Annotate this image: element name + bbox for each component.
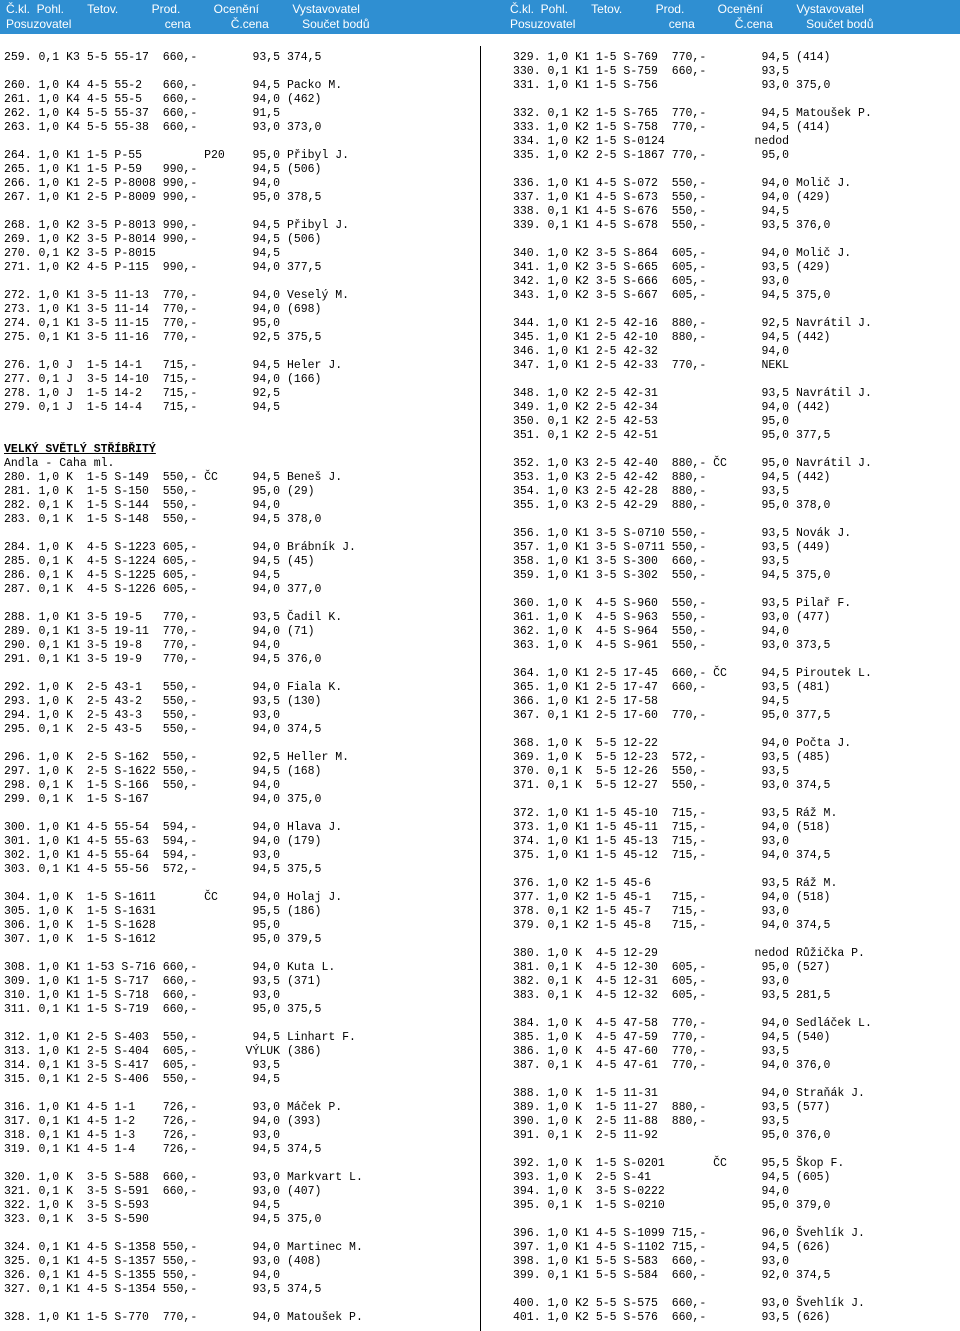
result-line: 308. 1,0 K1 1-53 S-716 660,- 94,0 Kuta L. (4, 961, 336, 974)
result-line: 373. 1,0 K1 1-5 45-11 715,- 94,0 (518) (513, 821, 831, 834)
result-line: 346. 1,0 K1 2-5 42-32 94,0 (513, 345, 790, 358)
result-line: 287. 0,1 K 4-5 S-1226 605,- 94,0 377,0 (4, 583, 322, 596)
result-line: 263. 1,0 K4 5-5 55-38 660,- 93,0 373,0 (4, 121, 322, 134)
result-line: 394. 1,0 K 3-5 S-0222 94,0 (513, 1185, 790, 1198)
result-line: 379. 0,1 K2 1-5 45-8 715,- 94,0 374,5 (513, 919, 831, 932)
result-line: 386. 1,0 K 4-5 47-60 770,- 93,5 (513, 1045, 790, 1058)
result-line: 383. 0,1 K 4-5 12-32 605,- 93,5 281,5 (513, 989, 831, 1002)
result-line: 348. 1,0 K2 2-5 42-31 93,5 Navrátil J. (513, 387, 872, 400)
result-line: 331. 1,0 K1 1-5 S-756 93,0 375,0 (513, 79, 831, 92)
result-line: 341. 1,0 K2 3-5 S-665 605,- 93,5 (429) (513, 261, 831, 274)
left-header-line-2: Posuzovatel cena Č.cena Součet bodů (6, 17, 370, 31)
result-line: 396. 1,0 K1 4-5 S-1099 715,- 96,0 Švehlík J. (513, 1227, 865, 1240)
result-line: 342. 1,0 K2 3-5 S-666 605,- 93,0 (513, 275, 790, 288)
result-line: 337. 1,0 K1 4-5 S-673 550,- 94,0 (429) (513, 191, 831, 204)
result-line: 343. 1,0 K2 3-5 S-667 605,- 94,5 375,0 (513, 289, 831, 302)
result-line: 395. 0,1 K 1-5 S-0210 95,0 379,0 (513, 1199, 831, 1212)
result-line: 352. 1,0 K3 2-5 42-40 880,- ČC 95,0 Navrátil J. (513, 457, 872, 470)
result-line: 277. 0,1 J 3-5 14-10 715,- 94,0 (166) (4, 373, 322, 386)
result-line: 382. 0,1 K 4-5 12-31 605,- 93,0 (513, 975, 790, 988)
result-line: 265. 1,0 K1 1-5 P-59 990,- 94,5 (506) (4, 163, 322, 176)
result-line: 285. 0,1 K 4-5 S-1224 605,- 94,5 (45) (4, 555, 315, 568)
result-line: 318. 0,1 K1 4-5 1-3 726,- 93,0 (4, 1129, 281, 1142)
left-header-line-1: Č.kl. Pohl. Tetov. Prod. Ocenění Vystavovatel (6, 2, 360, 16)
result-line: 283. 0,1 K 1-5 S-148 550,- 94,5 378,0 (4, 513, 322, 526)
result-line: 380. 1,0 K 4-5 12-29 nedod Růžička P. (513, 947, 865, 960)
left-results-column (4, 51, 363, 1325)
result-line: 311. 0,1 K1 1-5 S-719 660,- 95,0 375,5 (4, 1003, 322, 1016)
right-header-line-2: Posuzovatel cena Č.cena Součet bodů (510, 17, 874, 31)
right-results-column (513, 51, 872, 1325)
result-line: 354. 1,0 K3 2-5 42-28 880,- 93,5 (513, 485, 790, 498)
result-line: 365. 1,0 K1 2-5 17-47 660,- 93,5 (481) (513, 681, 831, 694)
result-line: 385. 1,0 K 4-5 47-59 770,- 94,5 (540) (513, 1031, 831, 1044)
result-line: 401. 1,0 K2 5-5 S-576 660,- 93,5 (626) (513, 1311, 831, 1324)
result-line: 299. 0,1 K 1-5 S-167 94,0 375,0 (4, 793, 322, 806)
result-line: 338. 0,1 K1 4-5 S-676 550,- 94,5 (513, 205, 790, 218)
result-line: 273. 1,0 K1 3-5 11-14 770,- 94,0 (698) (4, 303, 322, 316)
result-line: 296. 1,0 K 2-5 S-162 550,- 92,5 Heller M. (4, 751, 350, 764)
result-line: 356. 1,0 K1 3-5 S-0710 550,- 93,5 Novák J. (513, 527, 852, 540)
result-line: 361. 1,0 K 4-5 S-963 550,- 93,0 (477) (513, 611, 831, 624)
section-heading: VELKÝ SVĚTLÝ STŘÍBŘITÝ (4, 443, 156, 456)
result-line: 303. 0,1 K1 4-5 55-56 572,- 94,5 375,5 (4, 863, 322, 876)
result-line: 297. 1,0 K 2-5 S-1622 550,- 94,5 (168) (4, 765, 322, 778)
result-line: 317. 0,1 K1 4-5 1-2 726,- 94,0 (393) (4, 1115, 322, 1128)
result-line: 384. 1,0 K 4-5 47-58 770,- 94,0 Sedláček L. (513, 1017, 872, 1030)
result-line: 328. 1,0 K1 1-5 S-770 770,- 94,0 Matoušek P. (4, 1311, 363, 1324)
result-line: 286. 0,1 K 4-5 S-1225 605,- 94,5 (4, 569, 281, 582)
result-line: 388. 1,0 K 1-5 11-31 94,0 Straňák J. (513, 1087, 865, 1100)
result-line: 260. 1,0 K4 4-5 55-2 660,- 94,5 Packo M. (4, 79, 343, 92)
result-line: 301. 1,0 K1 4-5 55-63 594,- 94,0 (179) (4, 835, 322, 848)
result-line: 259. 0,1 K3 5-5 55-17 660,- 93,5 374,5 (4, 51, 322, 64)
result-line: 281. 1,0 K 1-5 S-150 550,- 95,0 (29) (4, 485, 315, 498)
result-line: 349. 1,0 K2 2-5 42-34 94,0 (442) (513, 401, 831, 414)
result-line: 351. 0,1 K2 2-5 42-51 95,0 377,5 (513, 429, 831, 442)
result-line: 268. 1,0 K2 3-5 P-8013 990,- 94,5 Přibyl J. (4, 219, 350, 232)
result-line: 336. 1,0 K1 4-5 S-072 550,- 94,0 Molič J. (513, 177, 852, 190)
right-column-headers (510, 2, 874, 32)
result-line: 329. 1,0 K1 1-5 S-769 770,- 94,5 (414) (513, 51, 831, 64)
result-line: 334. 1,0 K2 1-5 S-0124 nedod (513, 135, 790, 148)
result-line: 371. 0,1 K 5-5 12-27 550,- 93,0 374,5 (513, 779, 831, 792)
result-line: 399. 0,1 K1 5-5 S-584 660,- 92,0 374,5 (513, 1269, 831, 1282)
result-line: 326. 0,1 K1 4-5 S-1355 550,- 94,0 (4, 1269, 281, 1282)
result-line: 320. 1,0 K 3-5 S-588 660,- 93,0 Markvart L. (4, 1171, 363, 1184)
result-line: 300. 1,0 K1 4-5 55-54 594,- 94,0 Hlava J. (4, 821, 343, 834)
result-line: 322. 1,0 K 3-5 S-593 94,5 (4, 1199, 281, 1212)
result-line: 327. 0,1 K1 4-5 S-1354 550,- 93,5 374,5 (4, 1283, 322, 1296)
result-line: 398. 1,0 K1 5-5 S-583 660,- 93,0 (513, 1255, 790, 1268)
result-line: 376. 1,0 K2 1-5 45-6 93,5 Ráž M. (513, 877, 838, 890)
column-header-bar (0, 0, 960, 34)
result-line: 366. 1,0 K1 2-5 17-58 94,5 (513, 695, 790, 708)
result-line: 387. 0,1 K 4-5 47-61 770,- 94,0 376,0 (513, 1059, 831, 1072)
result-line: 357. 1,0 K1 3-5 S-0711 550,- 93,5 (449) (513, 541, 831, 554)
result-line: 397. 1,0 K1 4-5 S-1102 715,- 94,5 (626) (513, 1241, 831, 1254)
result-line: 339. 0,1 K1 4-5 S-678 550,- 93,5 376,0 (513, 219, 831, 232)
result-line: 381. 0,1 K 4-5 12-30 605,- 95,0 (527) (513, 961, 831, 974)
result-line: 347. 1,0 K1 2-5 42-33 770,- NEKL (513, 359, 790, 372)
result-line: 345. 1,0 K1 2-5 42-10 880,- 94,5 (442) (513, 331, 831, 344)
result-line: 262. 1,0 K4 5-5 55-37 660,- 91,5 (4, 107, 281, 120)
result-line: 282. 0,1 K 1-5 S-144 550,- 94,0 (4, 499, 281, 512)
result-line: 358. 1,0 K1 3-5 S-300 660,- 93,5 (513, 555, 790, 568)
result-line: 374. 1,0 K1 1-5 45-13 715,- 93,0 (513, 835, 790, 848)
result-line: 293. 1,0 K 2-5 43-2 550,- 93,5 (130) (4, 695, 322, 708)
result-line: 325. 0,1 K1 4-5 S-1357 550,- 93,0 (408) (4, 1255, 322, 1268)
result-line: 272. 1,0 K1 3-5 11-13 770,- 94,0 Veselý M. (4, 289, 350, 302)
result-line: 319. 0,1 K1 4-5 1-4 726,- 94,5 374,5 (4, 1143, 322, 1156)
result-line: 279. 0,1 J 1-5 14-4 715,- 94,5 (4, 401, 281, 414)
result-line: 302. 1,0 K1 4-5 55-64 594,- 93,0 (4, 849, 281, 862)
result-line: 276. 1,0 J 1-5 14-1 715,- 94,5 Heler J. (4, 359, 343, 372)
result-line: 275. 0,1 K1 3-5 11-16 770,- 92,5 375,5 (4, 331, 322, 344)
result-line: 304. 1,0 K 1-5 S-1611 ČC 94,0 Holaj J. (4, 891, 343, 904)
result-line: 298. 0,1 K 1-5 S-166 550,- 94,0 (4, 779, 281, 792)
result-line: 340. 1,0 K2 3-5 S-864 605,- 94,0 Molič J. (513, 247, 852, 260)
result-line: 321. 0,1 K 3-5 S-591 660,- 93,0 (407) (4, 1185, 322, 1198)
result-line: 314. 0,1 K1 3-5 S-417 605,- 93,5 (4, 1059, 281, 1072)
result-line: 291. 0,1 K1 3-5 19-9 770,- 94,5 376,0 (4, 653, 322, 666)
result-line: 368. 1,0 K 5-5 12-22 94,0 Počta J. (513, 737, 852, 750)
result-line: 355. 1,0 K3 2-5 42-29 880,- 95,0 378,0 (513, 499, 831, 512)
result-line: 289. 0,1 K1 3-5 19-11 770,- 94,0 (71) (4, 625, 315, 638)
left-column-headers (6, 2, 370, 32)
result-line: 378. 0,1 K2 1-5 45-7 715,- 93,0 (513, 905, 790, 918)
result-line: 315. 0,1 K1 2-5 S-406 550,- 94,5 (4, 1073, 281, 1086)
result-line: 295. 0,1 K 2-5 43-5 550,- 94,0 374,5 (4, 723, 322, 736)
result-line: 390. 1,0 K 2-5 11-88 880,- 93,5 (513, 1115, 790, 1128)
result-line: 350. 0,1 K2 2-5 42-53 95,0 (513, 415, 790, 428)
result-line: 359. 1,0 K1 3-5 S-302 550,- 94,5 375,0 (513, 569, 831, 582)
result-line: 367. 0,1 K1 2-5 17-60 770,- 95,0 377,5 (513, 709, 831, 722)
result-line: 389. 1,0 K 1-5 11-27 880,- 93,5 (577) (513, 1101, 831, 1114)
result-line: 369. 1,0 K 5-5 12-23 572,- 93,5 (485) (513, 751, 831, 764)
right-header-line-1: Č.kl. Pohl. Tetov. Prod. Ocenění Vystavovatel (510, 2, 864, 16)
result-line: 271. 1,0 K2 4-5 P-115 990,- 94,0 377,5 (4, 261, 322, 274)
result-line: 312. 1,0 K1 2-5 S-403 550,- 94,5 Linhart F. (4, 1031, 356, 1044)
result-line: 269. 1,0 K2 3-5 P-8014 990,- 94,5 (506) (4, 233, 322, 246)
result-line: 267. 1,0 K1 2-5 P-8009 990,- 95,0 378,5 (4, 191, 322, 204)
result-line: 377. 1,0 K2 1-5 45-1 715,- 94,0 (518) (513, 891, 831, 904)
result-line: 284. 1,0 K 4-5 S-1223 605,- 94,0 Brábník J. (4, 541, 356, 554)
result-line: 375. 1,0 K1 1-5 45-12 715,- 94,0 374,5 (513, 849, 831, 862)
result-line: 307. 1,0 K 1-5 S-1612 95,0 379,5 (4, 933, 322, 946)
result-line: 360. 1,0 K 4-5 S-960 550,- 93,5 Pilař F. (513, 597, 852, 610)
result-line: 270. 0,1 K2 3-5 P-8015 94,5 (4, 247, 281, 260)
result-line: 393. 1,0 K 2-5 S-41 94,5 (605) (513, 1171, 831, 1184)
result-line: 316. 1,0 K1 4-5 1-1 726,- 93,0 Máček P. (4, 1101, 343, 1114)
column-divider (480, 46, 481, 1331)
result-line: 363. 1,0 K 4-5 S-961 550,- 93,0 373,5 (513, 639, 831, 652)
result-line: 353. 1,0 K3 2-5 42-42 880,- 94,5 (442) (513, 471, 831, 484)
result-line: 306. 1,0 K 1-5 S-1628 95,0 (4, 919, 281, 932)
result-line: 370. 0,1 K 5-5 12-26 550,- 93,5 (513, 765, 790, 778)
result-line: 264. 1,0 K1 1-5 P-55 P20 95,0 Přibyl J. (4, 149, 350, 162)
result-line: 400. 1,0 K2 5-5 S-575 660,- 93,0 Švehlík J. (513, 1297, 865, 1310)
result-line: 288. 1,0 K1 3-5 19-5 770,- 93,5 Čadil K. (4, 611, 343, 624)
result-line: 324. 0,1 K1 4-5 S-1358 550,- 94,0 Martinec M. (4, 1241, 363, 1254)
result-line: 313. 1,0 K1 2-5 S-404 605,- VÝLUK (386) (4, 1045, 322, 1058)
result-line: 310. 1,0 K1 1-5 S-718 660,- 93,0 (4, 989, 281, 1002)
result-line: 305. 1,0 K 1-5 S-1631 95,5 (186) (4, 905, 322, 918)
result-line: 335. 1,0 K2 2-5 S-1867 770,- 95,0 (513, 149, 790, 162)
result-line: 278. 1,0 J 1-5 14-2 715,- 92,5 (4, 387, 281, 400)
result-line: 364. 1,0 K1 2-5 17-45 660,- ČC 94,5 Piroutek L. (513, 667, 872, 680)
result-line: 266. 1,0 K1 2-5 P-8008 990,- 94,0 (4, 177, 281, 190)
result-line: 280. 1,0 K 1-5 S-149 550,- ČC 94,5 Beneš J. (4, 471, 343, 484)
result-line: 362. 1,0 K 4-5 S-964 550,- 94,0 (513, 625, 790, 638)
result-line: Andla - Caha ml. (4, 457, 115, 470)
result-line: 294. 1,0 K 2-5 43-3 550,- 93,0 (4, 709, 281, 722)
result-line: 309. 1,0 K1 1-5 S-717 660,- 93,5 (371) (4, 975, 322, 988)
result-line: 344. 1,0 K1 2-5 42-16 880,- 92,5 Navrátil J. (513, 317, 872, 330)
result-line: 290. 0,1 K1 3-5 19-8 770,- 94,0 (4, 639, 281, 652)
result-line: 292. 1,0 K 2-5 43-1 550,- 94,0 Fiala K. (4, 681, 343, 694)
result-line: 274. 0,1 K1 3-5 11-15 770,- 95,0 (4, 317, 281, 330)
result-line: 333. 1,0 K2 1-5 S-758 770,- 94,5 (414) (513, 121, 831, 134)
result-line: 261. 1,0 K4 4-5 55-5 660,- 94,0 (462) (4, 93, 322, 106)
result-line: 332. 0,1 K2 1-5 S-765 770,- 94,5 Matoušek P. (513, 107, 872, 120)
result-line: 323. 0,1 K 3-5 S-590 94,5 375,0 (4, 1213, 322, 1226)
result-line: 330. 0,1 K1 1-5 S-759 660,- 93,5 (513, 65, 790, 78)
result-line: 391. 0,1 K 2-5 11-92 95,0 376,0 (513, 1129, 831, 1142)
result-line: 372. 1,0 K1 1-5 45-10 715,- 93,5 Ráž M. (513, 807, 838, 820)
result-line: 392. 1,0 K 1-5 S-0201 ČC 95,5 Škop F. (513, 1157, 845, 1170)
